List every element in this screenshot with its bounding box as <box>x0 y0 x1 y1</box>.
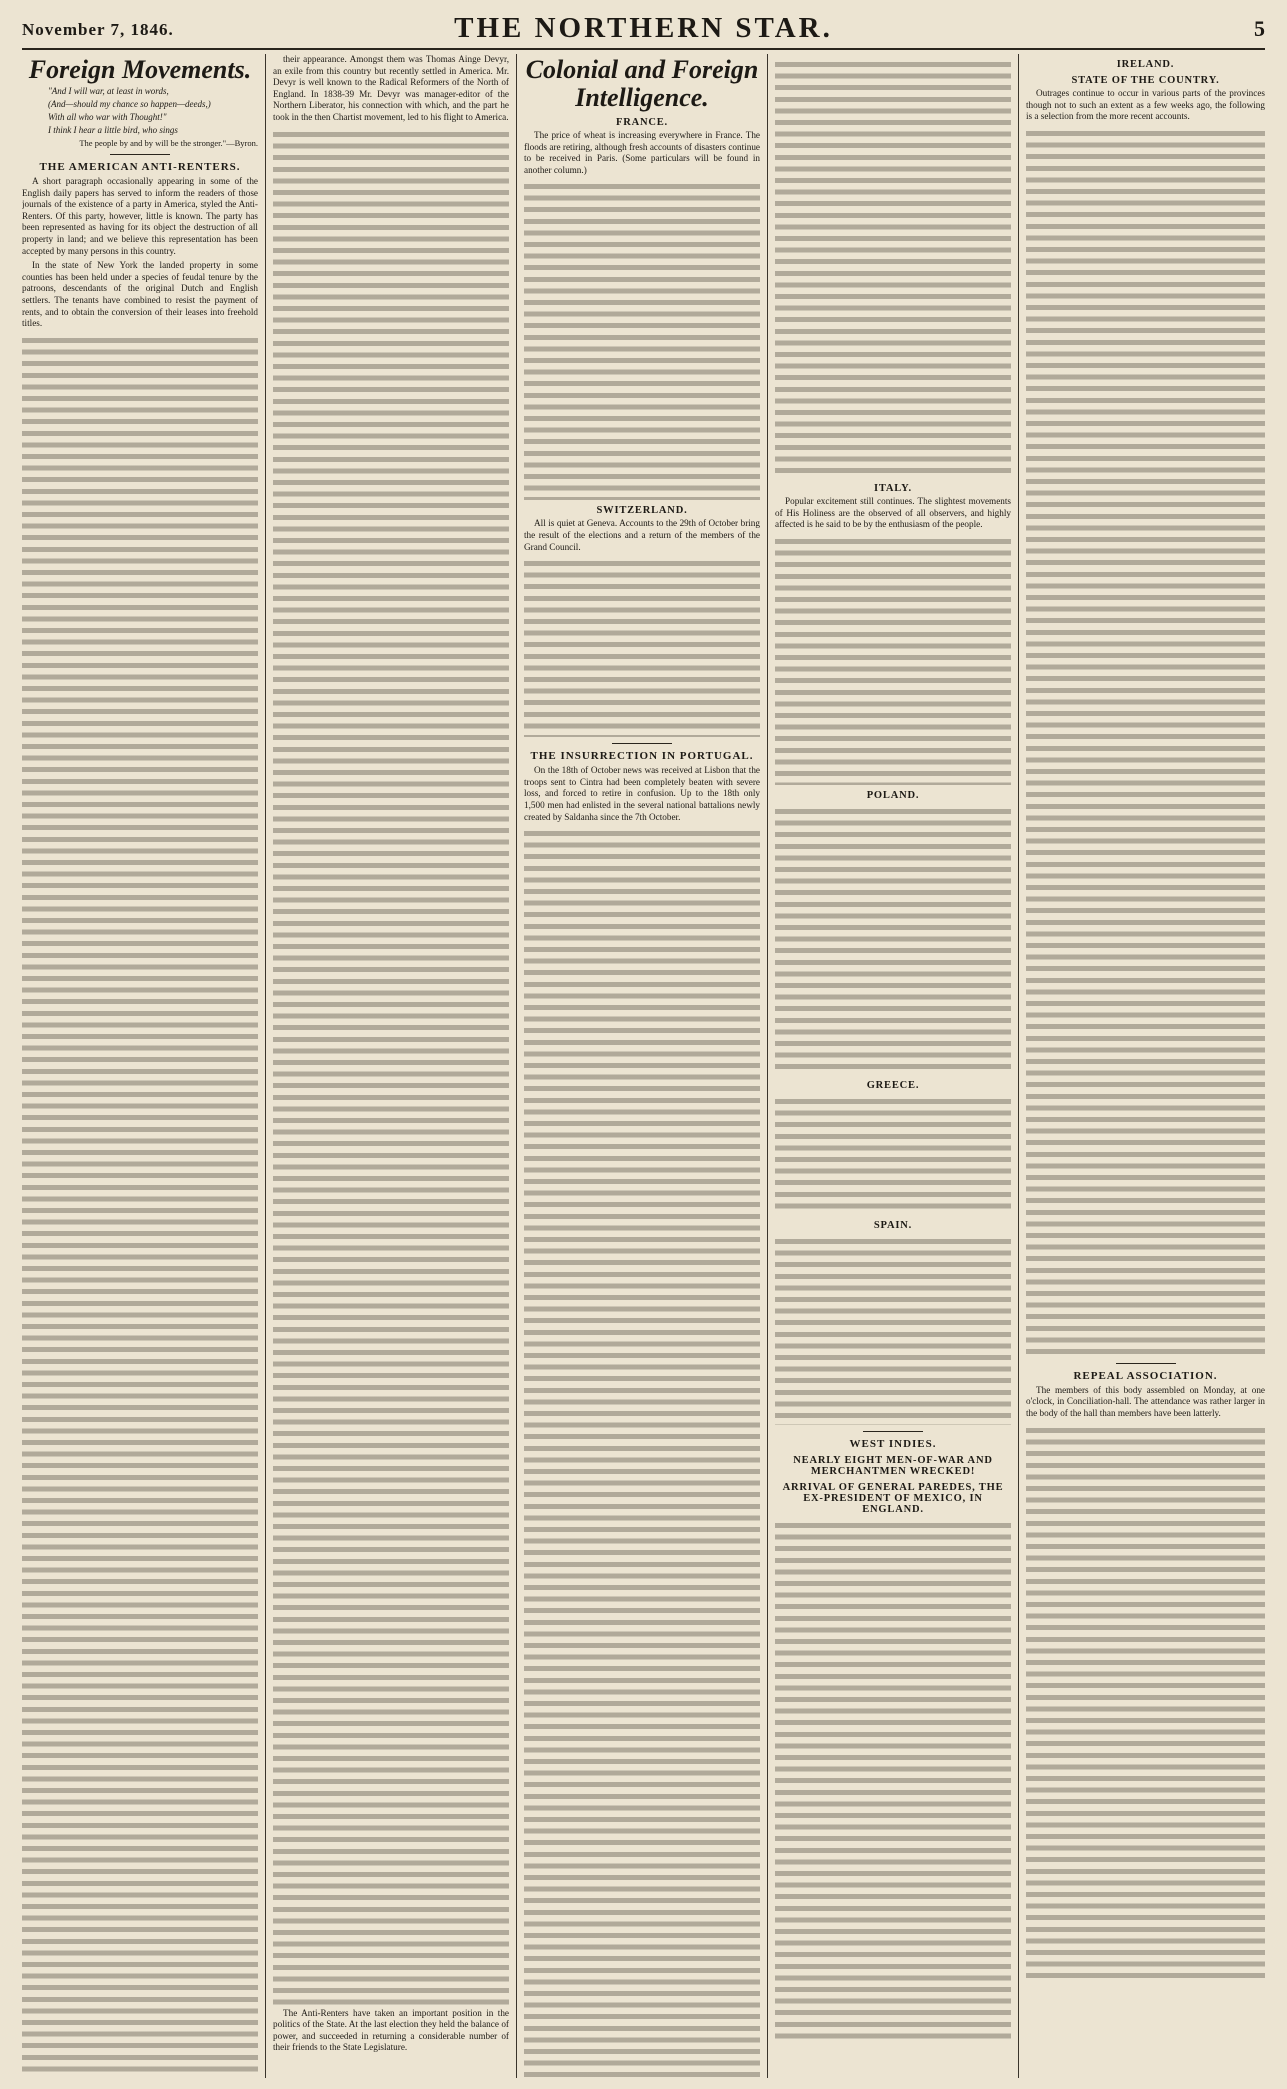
divider <box>1116 1363 1176 1364</box>
columns-container <box>22 54 1265 2078</box>
masthead <box>22 10 1265 50</box>
divider <box>612 743 672 744</box>
article-paragraph: Outrages continue to occur in various parts of the provinces though not to such an extent as a few weeks ago, the following is a selection from the more recent accounts. <box>1026 88 1265 122</box>
article-paragraph: Popular excitement still continues. The slightest movements of His Holiness are the observed of all observers, and highly affected is he said to be by the enthusiasm of the people. <box>775 496 1011 530</box>
article-heading-repeal: REPEAL ASSOCIATION. <box>1073 1369 1218 1382</box>
article-text-block <box>775 535 1011 785</box>
article-text-block <box>524 827 760 2078</box>
column-rule <box>516 54 517 2078</box>
column-3 <box>524 54 760 2078</box>
newspaper-page <box>22 10 1265 2082</box>
column-1 <box>22 54 258 2078</box>
article-heading-portugal: THE INSURRECTION IN PORTUGAL. <box>530 750 754 763</box>
article-paragraph: On the 18th of October news was received at Lisbon that the troops sent to Cintra had been completely beaten with severe loss, and forced to retire in confusion. Up to the 18th only 1,500 men had enlisted in the several national battalions newly created by Saldanha since the 7th October. <box>524 765 760 822</box>
article-text-block <box>775 1095 1011 1215</box>
column-4 <box>775 54 1011 2078</box>
epigraph-line: (And—should my chance so happen—deeds,) <box>48 99 211 109</box>
article-text-block <box>775 805 1011 1075</box>
dateline-spain: SPAIN. <box>873 1219 913 1231</box>
article-text-block <box>1026 127 1265 1357</box>
dateline-greece: GREECE. <box>866 1079 920 1091</box>
article-text-block <box>273 128 509 2008</box>
column-rule <box>265 54 266 2078</box>
epigraph-line: "And I will war, at least in words, <box>48 86 169 96</box>
article-paragraph: In the state of New York the landed property in some counties has been held under a species of feudal tenure by the patroons, descendants of the original Dutch and English settlers. The tenants have combined to resist the payment of rents, and to obtain the conversion of their leases into freehold titles. <box>22 260 258 329</box>
article-paragraph: All is quiet at Geneva. Accounts to the 29th of October bring the result of the elections and a return of the members of the Grand Council. <box>524 518 760 552</box>
dateline-italy: ITALY. <box>874 483 912 494</box>
column-5 <box>1026 54 1265 2078</box>
epigraph-citation: The people by and by will be the stronger."—Byron. <box>79 138 258 148</box>
article-heading-anti-renters: THE AMERICAN ANTI-RENTERS. <box>39 161 241 173</box>
article-text-block <box>775 1235 1011 1425</box>
article-paragraph: The Anti-Renters have taken an important position in the politics of the State. At the last election they held the balance of power, and succeeded in returning a considerable number of their friends to the State Legislature. <box>273 2007 509 2053</box>
article-subheading: NEARLY EIGHT MEN-OF-WAR AND MERCHANTMEN WRECKED! <box>793 1454 993 1477</box>
dateline-ireland: IRELAND. <box>1116 59 1175 70</box>
epigraph-line: I think I hear a little bird, who sings <box>48 125 178 135</box>
dateline-poland: POLAND. <box>866 789 920 801</box>
article-paragraph: The members of this body assembled on Monday, at one o'clock, in Conciliation-hall. The attendance was rather larger in the body of the hall than members have been latterly. <box>1026 1384 1265 1418</box>
article-paragraph: The price of wheat is increasing everywhere in France. The floods are retiring, although fresh accounts of disasters continue to be received in Paris. (Some particulars will be found in another column.) <box>524 130 760 175</box>
article-text-block <box>22 334 258 2078</box>
column-rule <box>767 54 768 2078</box>
article-text-block <box>775 58 1011 478</box>
column-2 <box>273 54 509 2078</box>
article-paragraph: their appearance. Amongst them was Thomas Ainge Devyr, an exile from this country but recently settled in America. Mr. Devyr is well known to the Radical Reformers of the North of England. In 1838-39 Mr. Devyr was manager-editor of the Northern Liberator, his connection with which, and the part he took in the then Chartist movement, led to his flight to America. <box>273 54 509 122</box>
article-text-block <box>524 180 760 500</box>
article-text-block <box>524 557 760 737</box>
section-title-foreign-movements: Foreign Movements. <box>28 55 252 84</box>
article-text-block <box>1026 1424 1265 1984</box>
issue-date: November 7, 1846. <box>22 20 174 39</box>
newspaper-title: THE NORTHERN STAR. <box>454 12 833 44</box>
article-heading-west-indies: WEST INDIES. <box>849 1437 937 1450</box>
divider <box>863 1431 923 1432</box>
dateline-switzerland: SWITZERLAND. <box>596 505 688 517</box>
page-number: 5 <box>1254 16 1265 41</box>
article-paragraph: A short paragraph occasionally appearing in some of the English daily papers has served to inform the readers of those journals of the existence of a party in America, styled the Anti-Renters. Of this party, however, little is known. The party has been represented as having for its object the destruction of all property in land; and we believe this representation has been accepted by many persons in this country. <box>22 176 258 256</box>
dateline-france: FRANCE. <box>616 117 668 128</box>
article-subheading: STATE OF THE COUNTRY. <box>1071 75 1220 86</box>
article-subheading: ARRIVAL OF GENERAL PAREDES, THE EX-PRESIDENT OF MEXICO, IN ENGLAND. <box>782 1481 1004 1515</box>
section-title-colonial-foreign: Colonial and Foreign Intelligence. <box>525 55 759 112</box>
epigraph-line: With all who war with Thought!" <box>48 112 167 122</box>
column-rule <box>1018 54 1019 2078</box>
divider <box>110 154 170 155</box>
article-text-block <box>775 1519 1011 2039</box>
